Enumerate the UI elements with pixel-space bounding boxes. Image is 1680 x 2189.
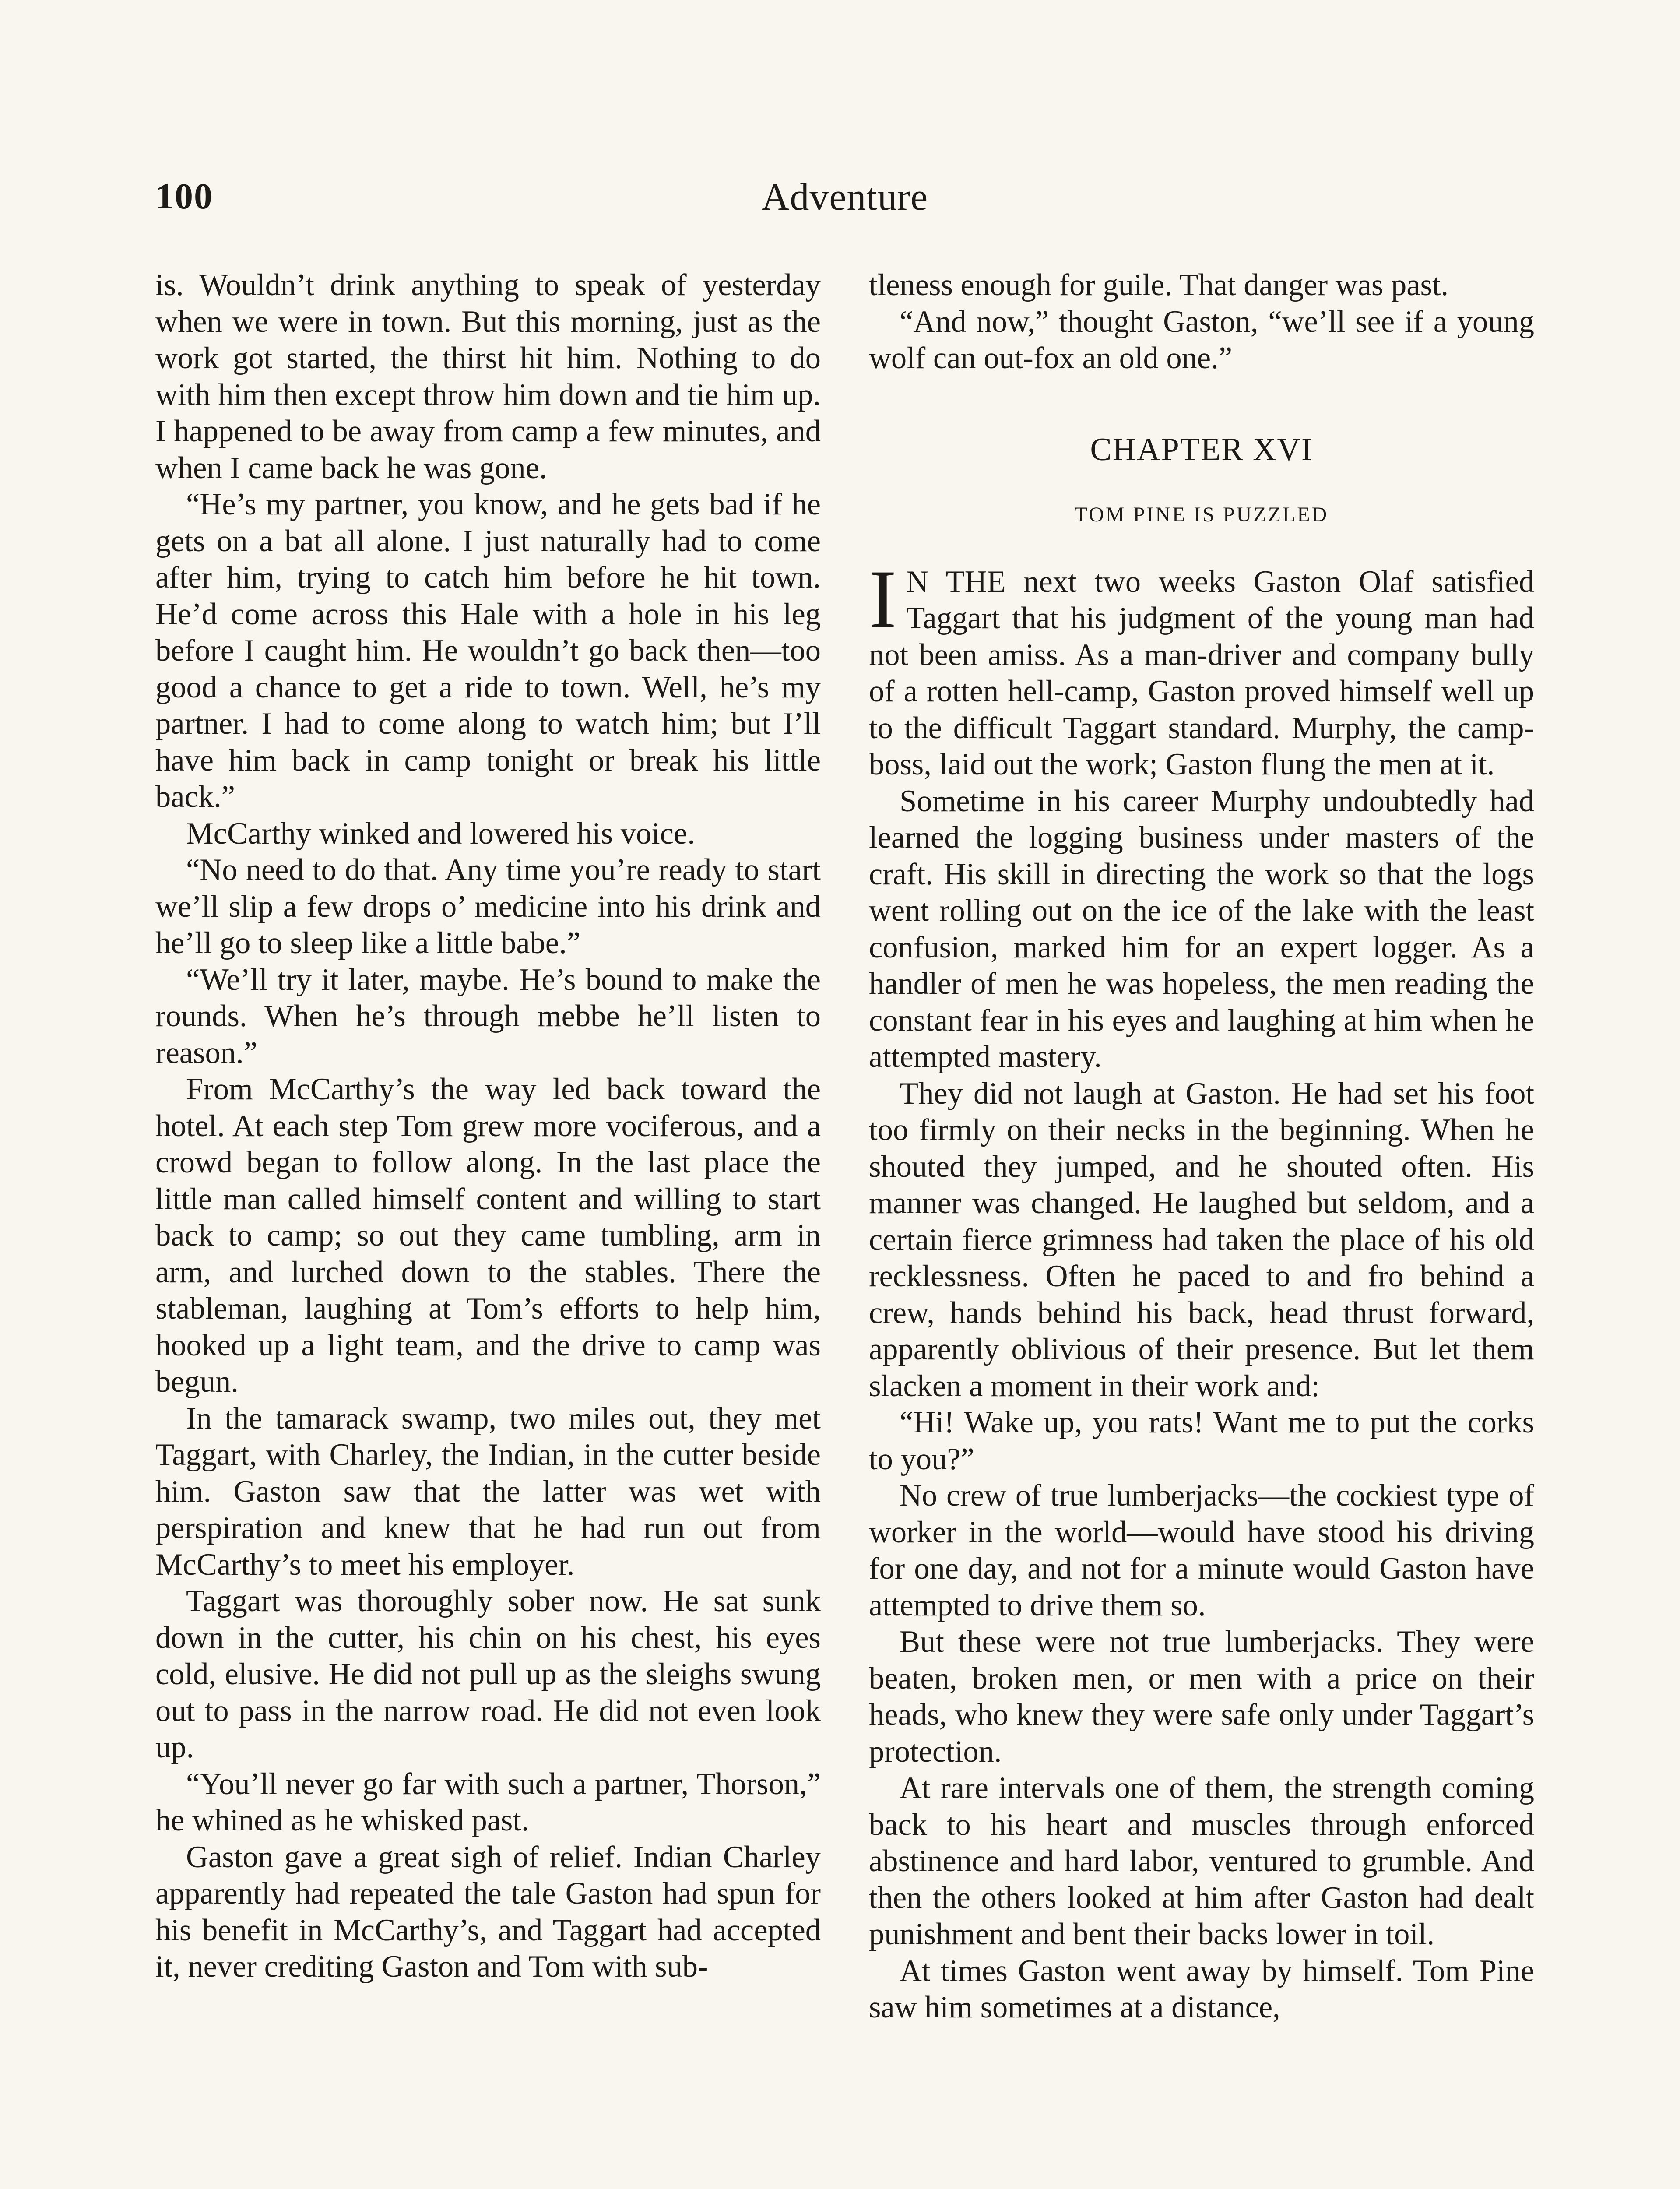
chapter-opening-paragraph: IN THE next two weeks Gaston Olaf satisfied Taggart that his judgment of the young man had not been amiss. As a man-driver and company bully of a rotten hell-camp, Gaston proved himself well up to the difficult Taggart standard. Murphy, the camp-boss, laid out the work; Gaston flung the men at it. — [869, 553, 1534, 781]
paragraph: They did not laugh at Gaston. He had set his foot too firmly on their necks in the beginning. When he shouted they jumped, and he shouted often. His manner was changed. He laughed but seldom, and a certain fierce grimness had taken the place of his old recklessness. Often he paced to and fro behind a crew, hands behind his back, head thrust forward, apparently oblivious of their presence. But let them slacken a moment in their work and: — [869, 1076, 1534, 1403]
paragraph: Sometime in his career Murphy undoubtedly had learned the logging business under masters of the craft. His skill in directing the work so that the logs went rolling out on the ice of the lake with the least confusion, marked him for an expert logger. As a handler of men he was hopeless, the men reading the constant fear in his eyes and laughing at him when he attempted mastery. — [869, 784, 1534, 1074]
paragraph: tleness enough for guile. That danger was past. — [869, 268, 1449, 302]
paragraph: “He’s my partner, you know, and he gets bad if he gets on a bat all alone. I just naturally had to come after him, trying to catch him before he hit town. He’d come across this Hale with a hole in his leg before I caught him. He wouldn’t go back then—too good a chance to get a ride to town. Well, he’s my partner. I had to come along to watch him; but I’ll have him back in camp tonight or break his little back.” — [155, 487, 821, 814]
running-title: Adventure — [761, 176, 928, 218]
paragraph: No crew of true lumberjacks—the cockiest type of worker in the world—would have stood his driving for one day, and not for a minute would Gaston have attempted to drive them so. — [869, 1478, 1534, 1622]
paragraph: At times Gaston went away by himself. Tom Pine saw him sometimes at a distance, — [869, 1953, 1534, 2024]
page-header — [155, 175, 1534, 232]
paragraph: “You’ll never go far with such a partner, Thorson,” he whined as he whisked past. — [155, 1767, 821, 1837]
paragraph: “Hi! Wake up, you rats! Want me to put the corks to you?” — [869, 1405, 1534, 1476]
paragraph: “We’ll try it later, maybe. He’s bound to make the rounds. When he’s through mebbe he’ll listen to reason.” — [155, 962, 821, 1070]
paragraph: McCarthy winked and lowered his voice. — [186, 816, 695, 851]
paragraph: From McCarthy’s the way led back toward the hotel. At each step Tom grew more vociferous, and a crowd began to follow along. In the last place the little man called himself content and willing to start back to camp; so out they came tumbling, arm in arm, and lurched down to the stables. There the stableman, laughing at Tom’s efforts to help him, hooked up a light team, and the drive to camp was begun. — [155, 1072, 821, 1399]
paragraph: “No need to do that. Any time you’re ready to start we’ll slip a few drops o’ medicine into his drink and he’ll go to sleep like a little babe.” — [155, 853, 821, 960]
paragraph: Gaston gave a great sigh of relief. Indian Charley apparently had repeated the tale Gaston had spun for his benefit in McCarthy’s, and Taggart had accepted it, never crediting Gaston and Tom with sub- — [155, 1840, 821, 1984]
paragraph: “And now,” thought Gaston, “we’ll see if a young wolf can out-fox an old one.” — [869, 304, 1534, 375]
page-number: 100 — [155, 176, 213, 217]
chapter-subtitle: TOM PINE IS PUZZLED — [1074, 503, 1329, 526]
paragraph: At rare intervals one of them, the strength coming back to his heart and muscles through enforced abstinence and hard labor, ventured to grumble. And then the others looked at him after Gaston had dealt punishment and bent their backs lower in toil. — [869, 1771, 1534, 1951]
paragraph: But these were not true lumberjacks. They were beaten, broken men, or men with a price on their heads, who knew they were safe only under Taggart’s protection. — [869, 1625, 1534, 1769]
chapter-title: CHAPTER XVI — [1090, 431, 1313, 468]
right-column — [869, 267, 1534, 2026]
left-column — [155, 267, 821, 1985]
paragraph: In the tamarack swamp, two miles out, they met Taggart, with Charley, the Indian, in the cutter beside him. Gaston saw that the latter was wet with perspiration and knew that he had run out from McCarthy’s to meet his employer. — [155, 1401, 821, 1582]
paragraph: Taggart was thoroughly sober now. He sat sunk down in the cutter, his chin on his chest, his eyes cold, elusive. He did not pull up as the sleighs swung out to pass in the narrow road. He did not even look up. — [155, 1584, 821, 1764]
paragraph: is. Wouldn’t drink anything to speak of yesterday when we were in town. But this morning, just as the work got started, the thirst hit him. Nothing to do with him then except throw him down and tie him up. I happened to be away from camp a few minutes, and when I came back he was gone. — [155, 268, 821, 485]
text-columns — [155, 267, 1534, 2189]
